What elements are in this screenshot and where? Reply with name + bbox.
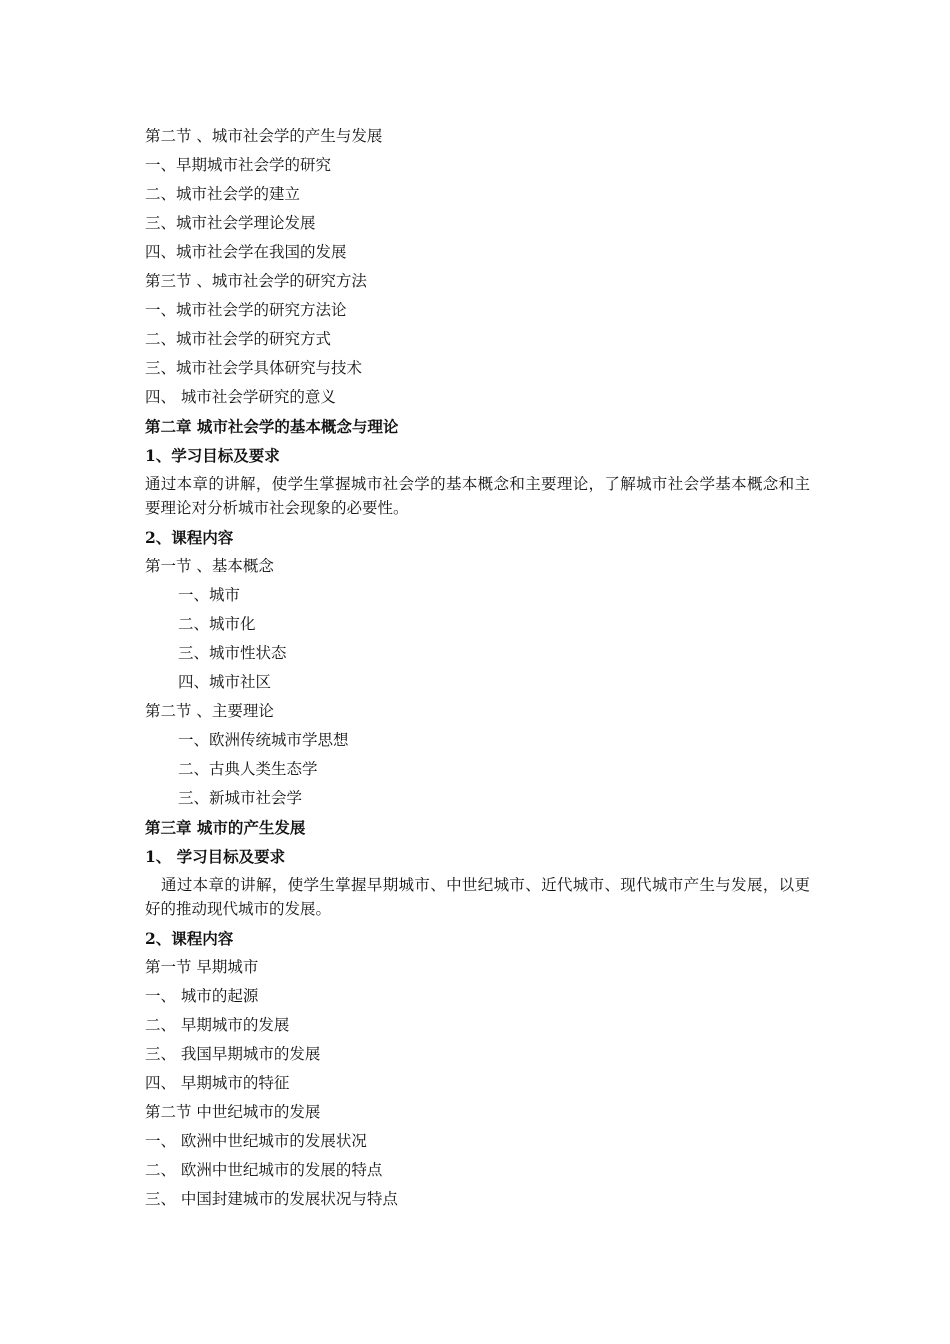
outline-item: 二、城市社会学的建立 [145, 185, 301, 203]
section-heading: 2、课程内容 [145, 929, 234, 948]
body-paragraph: 通过本章的讲解，使学生掌握城市社会学的基本概念和主要理论，了解城市社会学基本概念和主要理论对分析城市社会现象的必要性。 [145, 475, 810, 517]
outline-item: 二、城市化 [178, 615, 256, 633]
section-heading: 1、 学习目标及要求 [145, 847, 286, 866]
document-body [145, 122, 810, 1214]
outline-item: 一、早期城市社会学的研究 [145, 156, 332, 174]
outline-item: 三、城市社会学理论发展 [145, 214, 316, 232]
outline-item: 第二节 、主要理论 [145, 702, 274, 720]
outline-item: 二、古典人类生态学 [178, 760, 318, 778]
outline-item: 三、新城市社会学 [178, 789, 303, 807]
section-heading: 1、学习目标及要求 [145, 446, 280, 465]
outline-item: 四、 早期城市的特征 [145, 1074, 290, 1092]
outline-item: 一、 欧洲中世纪城市的发展状况 [145, 1132, 367, 1150]
section-heading: 第二章 城市社会学的基本概念与理论 [145, 417, 399, 436]
outline-item: 第一节 早期城市 [145, 958, 259, 976]
outline-item: 第二节 中世纪城市的发展 [145, 1103, 321, 1121]
body-paragraph: 通过本章的讲解，使学生掌握早期城市、中世纪城市、近代城市、现代城市产生与发展，以更好的推动现代城市的发展。 [145, 876, 810, 918]
outline-item: 四、城市社会学在我国的发展 [145, 243, 347, 261]
outline-item: 一、 城市的起源 [145, 987, 259, 1005]
outline-item: 三、 我国早期城市的发展 [145, 1045, 321, 1063]
outline-item: 四、城市社区 [178, 673, 272, 691]
section-heading: 2、课程内容 [145, 528, 234, 547]
outline-item: 第三节 、城市社会学的研究方法 [145, 272, 367, 290]
outline-item: 第二节 、城市社会学的产生与发展 [145, 127, 383, 145]
outline-item: 三、城市社会学具体研究与技术 [145, 359, 363, 377]
outline-item: 一、城市社会学的研究方法论 [145, 301, 347, 319]
outline-item: 一、城市 [178, 586, 241, 604]
outline-item: 二、 欧洲中世纪城市的发展的特点 [145, 1161, 383, 1179]
outline-item: 二、 早期城市的发展 [145, 1016, 290, 1034]
outline-item: 四、 城市社会学研究的意义 [145, 388, 336, 406]
section-heading: 第三章 城市的产生发展 [145, 818, 306, 837]
outline-item: 三、 中国封建城市的发展状况与特点 [145, 1190, 398, 1208]
outline-item: 三、城市性状态 [178, 644, 287, 662]
outline-item: 一、欧洲传统城市学思想 [178, 731, 349, 749]
outline-item: 二、城市社会学的研究方式 [145, 330, 332, 348]
outline-item: 第一节 、基本概念 [145, 557, 274, 575]
